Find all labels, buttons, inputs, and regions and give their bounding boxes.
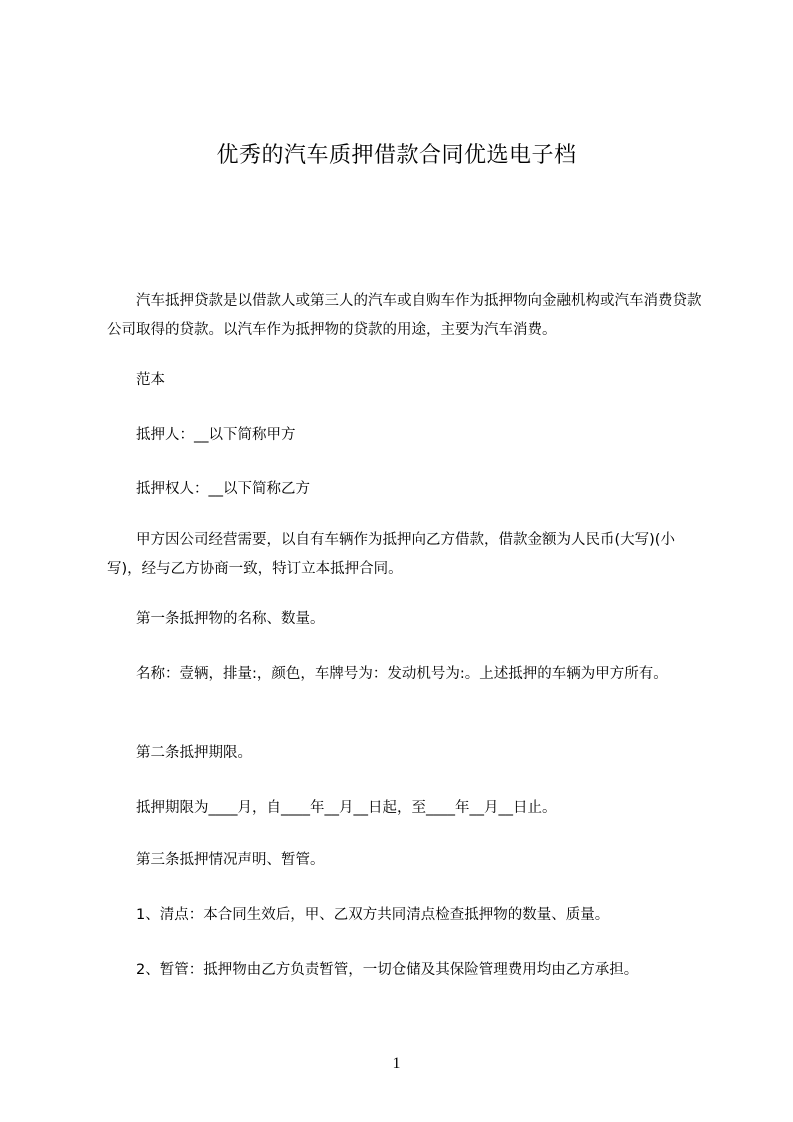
paragraph-mortgagor: 抵押人：__以下简称甲方	[136, 427, 296, 443]
article-2-heading: 第二条抵押期限。	[136, 745, 252, 761]
clause-inventory: 1、清点：本合同生效后，甲、乙双方共同清点检查抵押物的数量、质量。	[136, 907, 610, 923]
paragraph-template-label: 范本	[136, 372, 165, 388]
document-title: 优秀的汽车质押借款合同优选电子档	[216, 143, 577, 168]
paragraph-mortgage-term: 抵押期限为____月，自____年__月__日起，至____年__月__日止。	[136, 800, 557, 816]
page-number: 1	[392, 1055, 401, 1072]
paragraph-intro: 汽车抵押贷款是以借款人或第三人的汽车或自购车作为抵押物向金融机构或汽车消费贷款公司取得的贷款。以汽车作为抵押物的贷款的用途，主要为汽车消费。	[107, 293, 702, 338]
paragraph-mortgagee: 抵押权人：__以下简称乙方	[136, 481, 310, 497]
paragraph-vehicle-details: 名称：壹辆，排量:，颜色，车牌号为：发动机号为:。上述抵押的车辆为甲方所有。	[136, 666, 668, 682]
article-3-heading: 第三条抵押情况声明、暂管。	[136, 852, 325, 868]
article-1-heading: 第一条抵押物的名称、数量。	[136, 611, 325, 627]
clause-custody: 2、暂管：抵押物由乙方负责暂管，一切仓储及其保险管理费用均由乙方承担。	[136, 962, 639, 978]
paragraph-purpose: 甲方因公司经营需要，以自有车辆作为抵押向乙方借款，借款金额为人民币(大写)(小写)，经与乙方协商一致，特订立本抵押合同。	[107, 532, 675, 577]
